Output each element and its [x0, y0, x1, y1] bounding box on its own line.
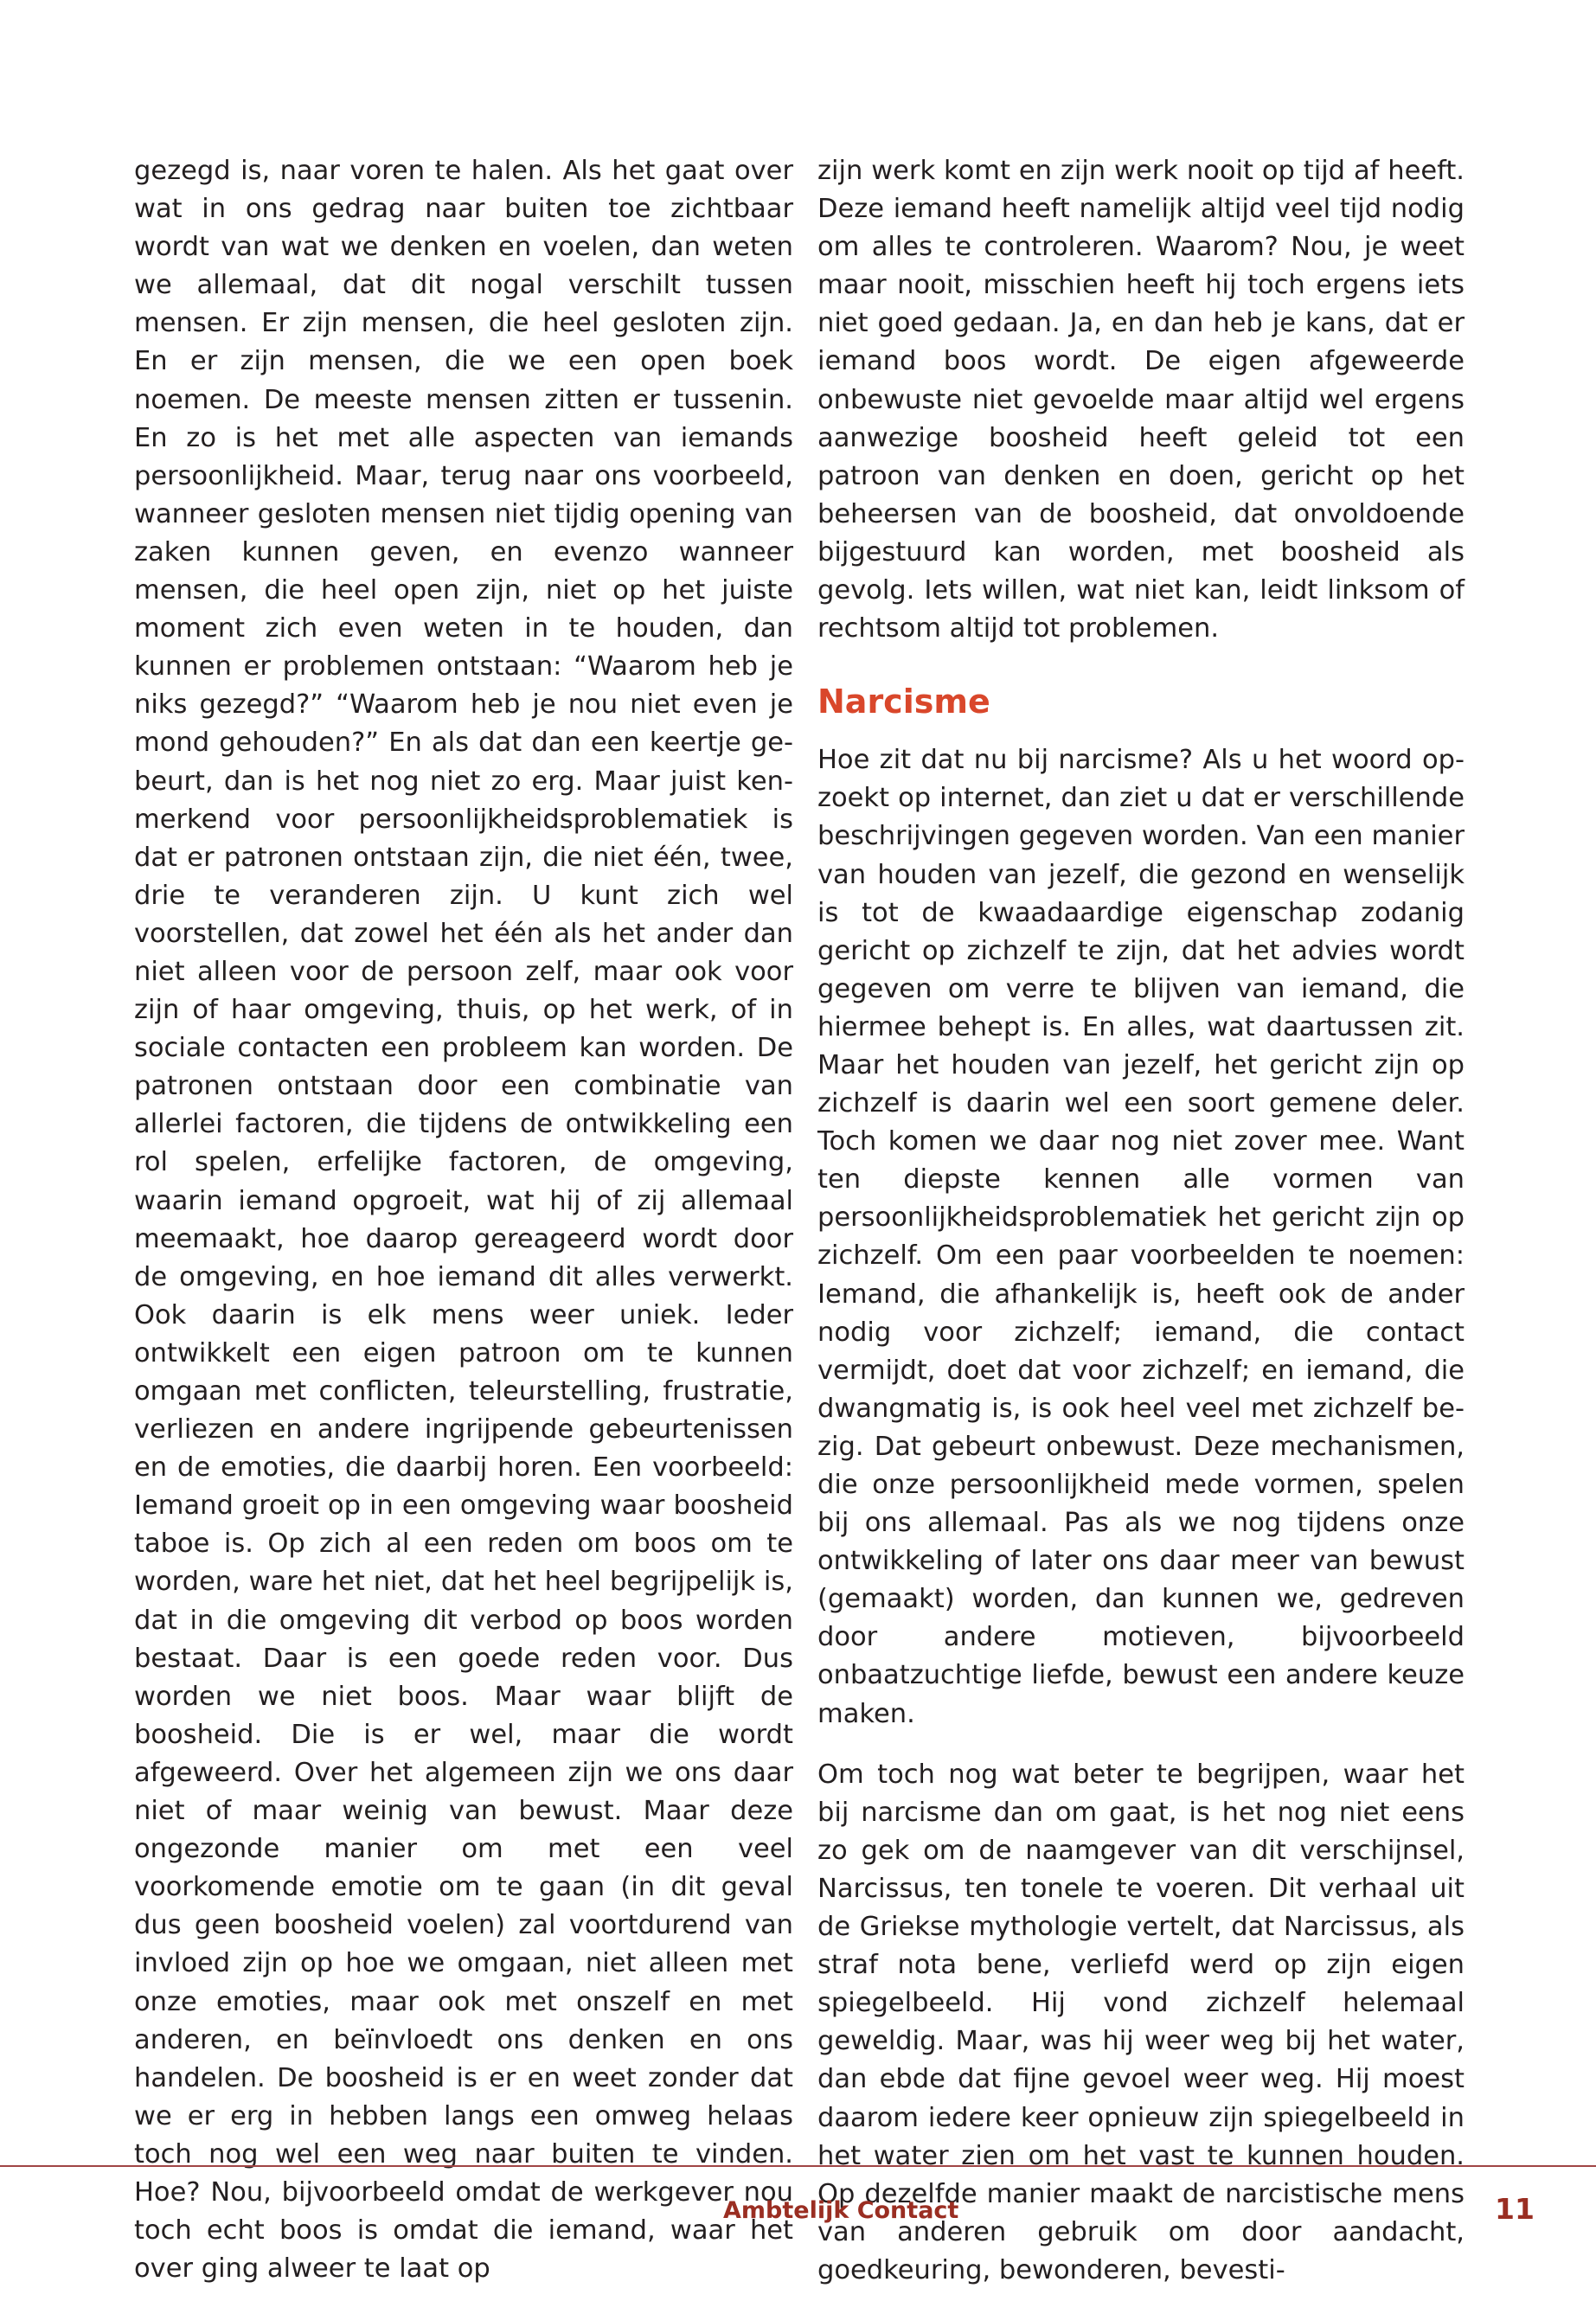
body-paragraph: gezegd is, naar voren te halen. Als het gaat over wat in ons gedrag naar buiten toe zichtbaar wordt van wat we denken en voelen, dan weten we allemaal, dat dit nogal verschilt tussen mensen. Er zijn mensen, die heel gesloten zijn. En er zijn mensen, die we een open boek noemen. De meeste mensen zitten er tussenin. En zo is het met alle aspecten van iemands persoonlijkheid. Maar, terug naar ons voorbeeld, wanneer gesloten mensen niet tijdig opening van zaken kunnen geven, en evenzo wanneer mensen, die heel open zijn, niet op het juiste moment zich even weten in te houden, dan kunnen er problemen ontstaan: “Waarom heb je niks gezegd?” “Waarom heb je nou niet even je mond gehouden?” En als dat dan een keertje gebeurt, dan is het nog niet zo erg. Maar juist kenmerkend voor persoonlijkheidsproblematiek is dat er patronen ontstaan zijn, die niet één, twee, drie te veranderen zijn. U kunt zich wel voorstellen, dat zowel het één als het ander dan niet alleen voor de persoon zelf, maar ook voor zijn of haar omgeving, thuis, op het werk, of in sociale contacten een probleem kan worden. De patronen ontstaan door een combinatie van allerlei factoren, die tijdens de ontwikkeling een rol spelen, erfelijke factoren, de omgeving, waarin iemand opgroeit, wat hij of zij allemaal meemaakt, hoe daarop gereageerd wordt door de omgeving, en hoe iemand dit alles verwerkt. Ook daarin is elk mens weer uniek. Ieder ontwikkelt een eigen patroon om te kunnen omgaan met conflicten, teleurstelling, frustratie, verliezen en andere ingrijpende gebeurtenissen en de emoties, die daarbij horen. Een voorbeeld: Iemand groeit op in een omgeving waar boosheid taboe is. Op zich al een reden om boos om te worden, ware het niet, dat het heel begrijpelijk is, dat in die omgeving dit verbod op boos worden bestaat. Daar is een goede reden voor. Dus worden we niet boos. Maar waar blijft de boosheid. Die is er wel, maar die wordt afgeweerd. Over het algemeen zijn we ons daar niet of maar weinig van bewust. Maar deze ongezonde manier om met een veel voorkomende emotie om te gaan (in dit geval dus geen boosheid voelen) zal voortdurend van invloed zijn op hoe we omgaan, niet alleen met onze emoties, maar ook met onszelf en met anderen, en beïnvloedt ons denken en ons handelen. De boosheid is er en weet zonder dat we er erg in hebben langs een omweg helaas toch nog wel een weg naar buiten te vinden. Hoe? Nou, bijvoorbeeld omdat de werkgever nou toch echt boos is omdat die iemand, waar het over ging alweer te laat op	[134, 156, 793, 2285]
footer-publication-title: Ambtelijk Contact	[723, 2197, 959, 2224]
body-paragraph: zijn werk komt en zijn werk nooit op tijd af heeft. Deze iemand heeft namelijk altijd veel tijd nodig om alles te controleren. Waarom? Nou, je weet maar nooit, misschien heeft hij toch ergens iets niet goed gedaan. Ja, en dan heb je kans, dat er iemand boos wordt. De eigen afgeweerde onbewuste niet gevoelde maar altijd wel ergens aanwezige boosheid heeft geleid tot een patroon van denken en doen, gericht op het beheersen van de boosheid, dat onvoldoende bijgestuurd kan worden, met boosheid als gevolg. Iets willen, wat niet kan, leidt linksom of rechtsom altijd tot problemen.	[817, 156, 1465, 644]
page-number: 11	[1495, 2192, 1535, 2226]
left-column	[134, 152, 793, 2288]
section-heading: Narcisme	[817, 683, 990, 721]
right-column	[817, 152, 1465, 2290]
footer-divider	[0, 2165, 1596, 2167]
body-paragraph: Om toch nog wat beter te begrijpen, waar het bij narcisme dan om gaat, is het nog niet eens zo gek om de naamgever van dit verschijnsel, Narcissus, ten tonele te voeren. Dit verhaal uit de Griekse mythologie vertelt, dat Narcissus, als straf nota bene, verliefd werd op zijn eigen spiegelbeeld. Hij vond zichzelf helemaal geweldig. Maar, was hij weer weg bij het water, dan ebde dat fijne gevoel weer weg. Hij moest daarom iedere keer opnieuw zijn spiegelbeeld in het water zien om het vast te kunnen houden. Op dezelfde manier maakt de narcistische mens van anderen gebruik om door aandacht, goedkeuring, bewonderen, bevesti-	[817, 1759, 1465, 2285]
body-paragraph: Hoe zit dat nu bij narcisme? Als u het woord opzoekt op internet, dan ziet u dat er verschillende beschrijvingen gegeven worden. Van een manier van houden van jezelf, die gezond en wenselijk is tot de kwaadaardige eigenschap zodanig gericht op zichzelf te zijn, dat het advies wordt gegeven om verre te blijven van iemand, die hiermee behept is. En alles, wat daartussen zit. Maar het houden van jezelf, het gericht zijn op zichzelf is daarin wel een soort gemene deler. Toch komen we daar nog niet zover mee. Want ten diepste kennen alle vormen van persoonlijkheidsproblematiek het gericht zijn op zichzelf. Om een paar voorbeelden te noemen: Iemand, die afhankelijk is, heeft ook de ander nodig voor zichzelf; iemand, die contact vermijdt, doet dat voor zichzelf; en iemand, die dwangmatig is, is ook heel veel met zichzelf bezig. Dat gebeurt onbewust. Deze mechanismen, die onze persoonlijkheid mede vormen, spelen bij ons allemaal. Pas als we nog tijdens onze ontwikkeling of later ons daar meer van bewust (gemaakt) worden, dan kunnen we, gedreven door andere motieven, bijvoorbeeld onbaatzuchtige liefde, bewust een andere keuze maken.	[817, 745, 1465, 1729]
